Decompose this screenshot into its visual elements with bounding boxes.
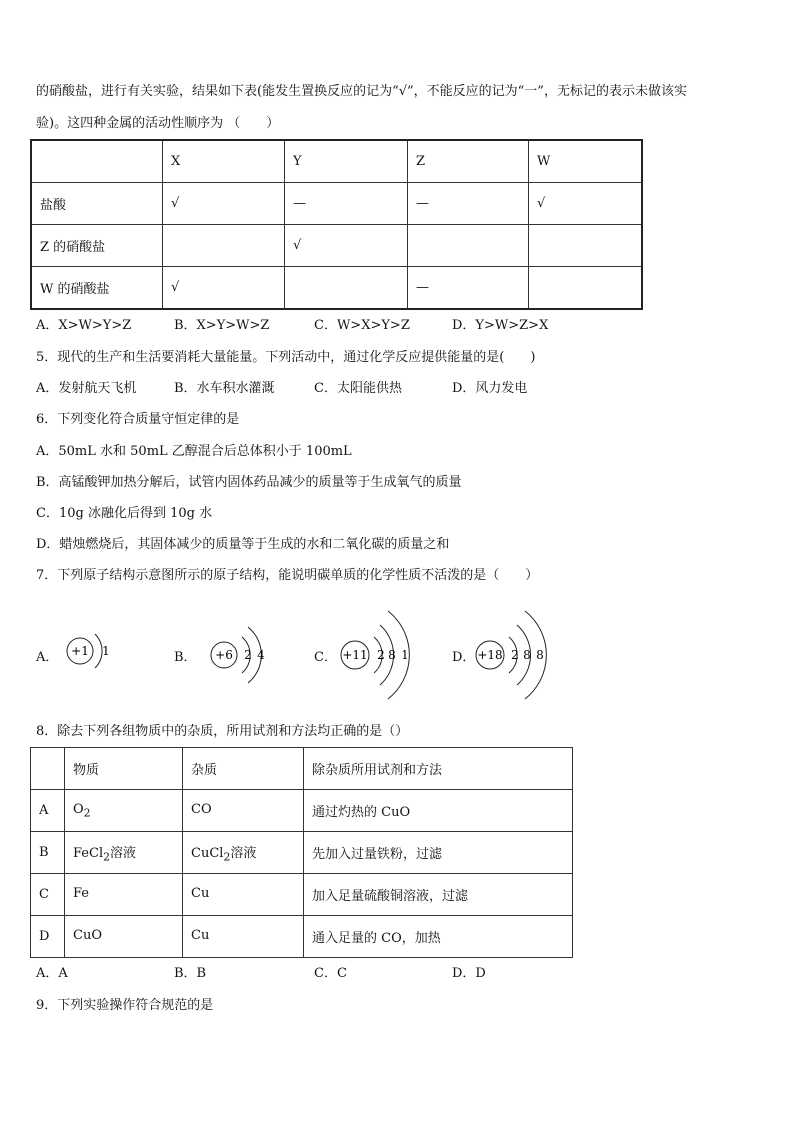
table-row <box>31 874 573 916</box>
shell-electron-count: 2 <box>244 648 252 662</box>
table-row <box>31 267 642 310</box>
table-row <box>31 790 573 832</box>
q6-option-a[interactable]: A．50mL 水和 50mL 乙醇混合后总体积小于 100mL <box>36 444 352 459</box>
table-cell: √ <box>163 267 285 310</box>
table-cell <box>65 790 183 832</box>
impurity-formula: Cu <box>191 885 210 901</box>
table-header-row <box>31 140 642 183</box>
impurity-suffix: 溶液 <box>230 845 257 861</box>
intro-line-2: 验)。这四种金属的活动性顺序为 （ ） <box>36 116 280 131</box>
shell-electron-count: 2 <box>377 648 385 662</box>
q7-option-b-label[interactable]: B． <box>174 650 197 665</box>
q8-option-c[interactable]: C．C <box>314 966 347 981</box>
intro-line-1: 的硝酸盐，进行有关实验，结果如下表(能发生置换反应的记为“√”，不能反应的记为“一”，无标记的表示未做该实 <box>36 84 687 99</box>
table-cell: 通入足量的 CO，加热 <box>304 916 573 958</box>
substance-suffix: 溶液 <box>110 845 137 861</box>
table-header-cell <box>31 140 163 183</box>
table-cell <box>65 916 183 958</box>
table-header-cell: X <box>163 140 285 183</box>
table-cell: C <box>31 874 65 916</box>
nucleus-charge: +18 <box>477 648 503 662</box>
shell-electron-count: 8 <box>388 648 396 662</box>
table-cell: B <box>31 832 65 874</box>
q8-option-d[interactable]: D．D <box>452 966 486 981</box>
shell-electron-count: 8 <box>523 648 531 662</box>
table-row <box>31 832 573 874</box>
table-cell: — <box>285 183 408 225</box>
q5-option-d[interactable]: D．风力发电 <box>452 381 528 396</box>
subscript: 2 <box>223 850 231 864</box>
shell-electron-count: 2 <box>511 648 519 662</box>
atom-diagram-d <box>474 605 564 705</box>
table-cell <box>408 225 529 267</box>
metal-activity-table <box>30 139 643 310</box>
impurity-removal-table <box>30 747 573 958</box>
table-cell <box>65 832 183 874</box>
q5-option-c[interactable]: C．太阳能供热 <box>314 381 402 396</box>
substance-formula: FeCl <box>73 845 104 861</box>
table-header-cell: Z <box>408 140 529 183</box>
q8-option-a[interactable]: A．A <box>36 966 68 981</box>
q6-stem: 6．下列变化符合质量守恒定律的是 <box>36 412 240 427</box>
q7-stem: 7．下列原子结构示意图所示的原子结构，能说明碳单质的化学性质不活泼的是（ ） <box>36 568 539 583</box>
table-cell: 加入足量硫酸铜溶液，过滤 <box>304 874 573 916</box>
atom-diagram-c <box>338 605 428 705</box>
q4-option-d[interactable]: D．Y>W>Z>X <box>452 318 549 333</box>
table-cell <box>183 832 304 874</box>
table-header-row <box>31 748 573 790</box>
table-header-cell: 除杂质所用试剂和方法 <box>304 748 573 790</box>
q4-option-a[interactable]: A．X>W>Y>Z <box>36 318 132 333</box>
table-cell: 盐酸 <box>31 183 163 225</box>
table-header-cell: 物质 <box>65 748 183 790</box>
substance-formula: O <box>73 801 84 817</box>
table-cell: √ <box>529 183 643 225</box>
table-row <box>31 916 573 958</box>
table-cell: √ <box>163 183 285 225</box>
table-cell <box>183 790 304 832</box>
nucleus-charge: +11 <box>342 648 368 662</box>
table-row <box>31 225 642 267</box>
shell-electron-count: 4 <box>257 648 265 662</box>
substance-formula: Fe <box>73 885 90 901</box>
q4-option-b[interactable]: B．X>Y>W>Z <box>174 318 270 333</box>
q7-option-d-label[interactable]: D． <box>452 650 476 665</box>
q5-stem: 5．现代的生产和生活要消耗大量能量。下列活动中，通过化学反应提供能量的是( ) <box>36 350 536 365</box>
table-header-cell <box>31 748 65 790</box>
q6-option-b[interactable]: B．高锰酸钾加热分解后，试管内固体药品减少的质量等于生成氧气的质量 <box>36 475 462 490</box>
shell-electron-count: 1 <box>102 644 110 658</box>
nucleus-charge: +6 <box>215 648 233 662</box>
table-cell <box>529 225 643 267</box>
substance-formula: CuO <box>73 927 102 943</box>
q8-option-b[interactable]: B．B <box>174 966 207 981</box>
impurity-formula: CO <box>191 801 212 817</box>
q7-option-a-label[interactable]: A． <box>36 650 59 665</box>
table-cell: W 的硝酸盐 <box>31 267 163 310</box>
table-cell <box>285 267 408 310</box>
nucleus-charge: +1 <box>71 644 89 658</box>
table-cell: 通过灼热的 CuO <box>304 790 573 832</box>
q5-option-a[interactable]: A．发射航天飞机 <box>36 381 137 396</box>
table-header-cell: 杂质 <box>183 748 304 790</box>
table-cell <box>163 225 285 267</box>
electron-shell-arc <box>95 634 102 668</box>
impurity-formula: CuCl <box>191 845 224 861</box>
q6-option-c[interactable]: C．10g 冰融化后得到 10g 水 <box>36 506 213 521</box>
table-cell <box>183 874 304 916</box>
subscript: 2 <box>103 850 110 864</box>
table-header-cell: W <box>529 140 643 183</box>
shell-electron-count: 8 <box>536 648 544 662</box>
table-cell <box>65 874 183 916</box>
table-header-cell: Y <box>285 140 408 183</box>
atom-diagram-b <box>206 615 286 695</box>
table-row <box>31 183 642 225</box>
impurity-formula: Cu <box>191 927 210 943</box>
q8-stem: 8．除去下列各组物质中的杂质，所用试剂和方法均正确的是（） <box>36 724 409 739</box>
table-cell <box>529 267 643 310</box>
table-cell: √ <box>285 225 408 267</box>
table-cell: Z 的硝酸盐 <box>31 225 163 267</box>
table-cell: 先加入过量铁粉，过滤 <box>304 832 573 874</box>
q7-option-c-label[interactable]: C． <box>314 650 337 665</box>
subscript: 2 <box>83 806 91 820</box>
table-cell: D <box>31 916 65 958</box>
table-cell: — <box>408 183 529 225</box>
table-cell: A <box>31 790 65 832</box>
q4-option-c[interactable]: C．W>X>Y>Z <box>314 318 410 333</box>
table-cell <box>183 916 304 958</box>
shell-electron-count: 1 <box>401 648 409 662</box>
table-cell: — <box>408 267 529 310</box>
q9-stem: 9．下列实验操作符合规范的是 <box>36 998 214 1013</box>
q6-option-d[interactable]: D．蜡烛燃烧后，其固体减少的质量等于生成的水和二氧化碳的质量之和 <box>36 537 450 552</box>
q5-option-b[interactable]: B．水车积水灌溉 <box>174 381 275 396</box>
atom-diagram-a <box>60 620 140 690</box>
